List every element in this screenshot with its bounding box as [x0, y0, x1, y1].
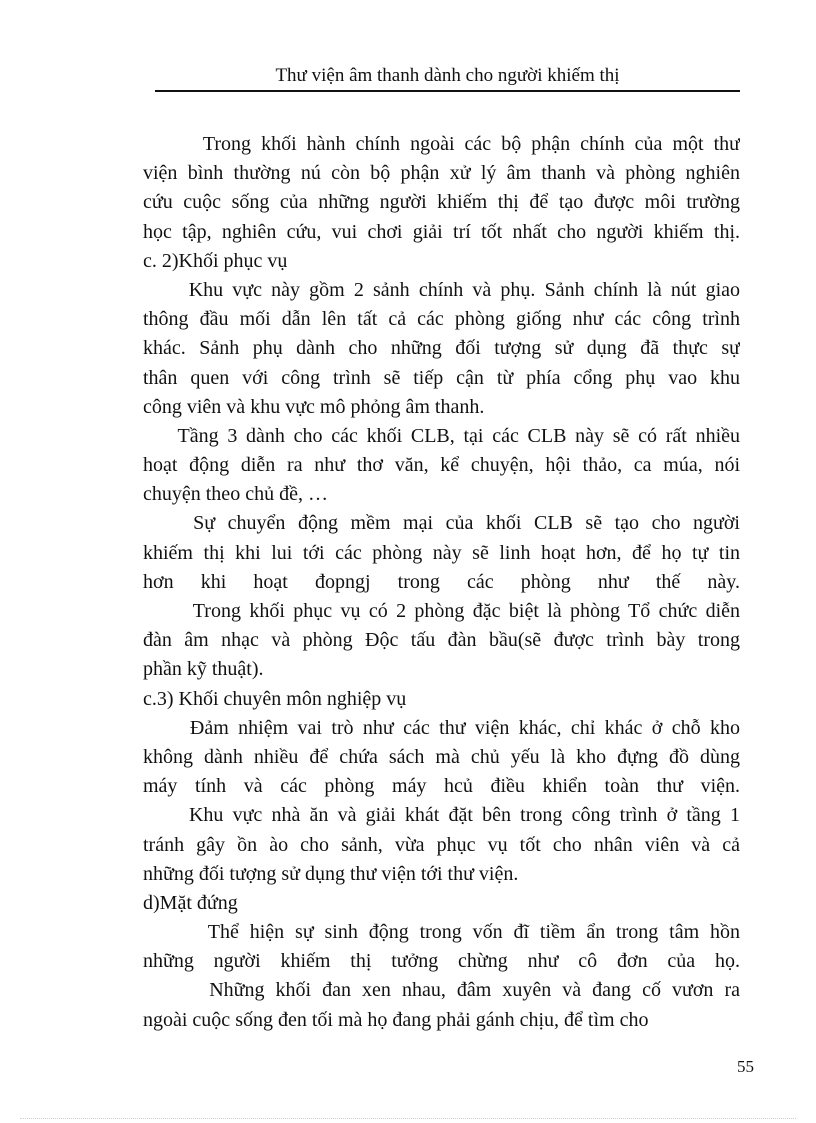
text-line: công viên và khu vực mô phỏng âm thanh.: [143, 395, 485, 418]
text-line: Thể hiện sự sinh động trong vốn đĩ tiềm ẩn trong tâm hồn: [143, 921, 740, 944]
text-line: cứu cuộc sống của những người khiếm thị để tạo được môi trường: [143, 191, 740, 214]
text-line: đàn âm nhạc và phòng Độc tấu đàn bầu(sẽ được trình bày trong: [143, 629, 740, 652]
text-line: học tập, nghiên cứu, vui chơi giải trí tốt nhất cho người khiếm thị.: [143, 220, 740, 243]
text-line: d)Mặt đứng: [143, 891, 238, 914]
text-line: những đối tượng sử dụng thư viện tới thư viện.: [143, 862, 519, 885]
text-line: thân quen với công trình sẽ tiếp cận từ phía cổng phụ vao khu: [143, 366, 740, 389]
text-line: những người khiếm thị tưởng chừng như cô đơn của họ.: [143, 950, 740, 973]
text-line: Tầng 3 dành cho các khối CLB, tại các CLB này sẽ có rất nhiều: [143, 424, 740, 447]
text-line: hơn khi hoạt đopngj trong các phòng như thế này.: [143, 570, 740, 593]
text-line: c.3) Khối chuyên môn nghiệp vụ: [143, 687, 407, 710]
text-line: Sự chuyển động mềm mại của khối CLB sẽ tạo cho người: [143, 512, 740, 535]
text-line: phần kỹ thuật).: [143, 658, 264, 681]
bottom-dotted-line: [20, 1118, 796, 1119]
page-number: 55: [737, 1057, 754, 1076]
text-line: Trong khối hành chính ngoài các bộ phận chính của một thư: [143, 133, 740, 155]
running-header-title: Thư viện âm thanh dành cho người khiếm thị: [275, 65, 620, 86]
text-line: ngoài cuộc sống đen tối mà họ đang phải gánh chịu, để tìm cho: [143, 1008, 649, 1031]
text-line: Khu vực nhà ăn và giải khát đặt bên trong công trình ở tầng 1: [143, 804, 740, 827]
text-line: Trong khối phục vụ có 2 phòng đặc biệt là phòng Tổ chức diễn: [143, 600, 740, 622]
text-line: Những khối đan xen nhau, đâm xuyên và đang cố vươn ra: [143, 979, 740, 1002]
body-text: [143, 130, 740, 1035]
text-line: tránh gây ồn ào cho sảnh, vừa phục vụ tốt cho nhân viên và cả: [143, 833, 740, 856]
header-rule: [155, 90, 740, 92]
text-line: không dành nhiều để chứa sách mà chủ yếu là kho đựng đồ dùng: [143, 745, 740, 768]
text-line: thông đầu mối dẫn lên tất cả các phòng giống như các công trình: [143, 308, 740, 331]
text-line: hoạt động diễn ra như thơ văn, kể chuyện, hội thảo, ca múa, nói: [143, 454, 740, 477]
text-line: viện bình thường nú còn bộ phận xử lý âm thanh và phòng nghiên: [143, 162, 740, 185]
text-line: chuyện theo chủ đề, …: [143, 483, 328, 506]
text-line: Đảm nhiệm vai trò như các thư viện khác, chỉ khác ở chỗ kho: [143, 716, 740, 739]
text-line: khác. Sảnh phụ dành cho những đối tượng sử dụng đã thực sự: [143, 337, 740, 360]
text-line: máy tính và các phòng máy hcủ điều khiển toàn thư viện.: [143, 775, 740, 798]
text-line: khiếm thị khi lui tới các phòng này sẽ linh hoạt hơn, để họ tự tin: [143, 541, 740, 564]
text-line: Khu vực này gồm 2 sảnh chính và phụ. Sảnh chính là nút giao: [143, 278, 740, 301]
text-line: c. 2)Khối phục vụ: [143, 249, 288, 272]
